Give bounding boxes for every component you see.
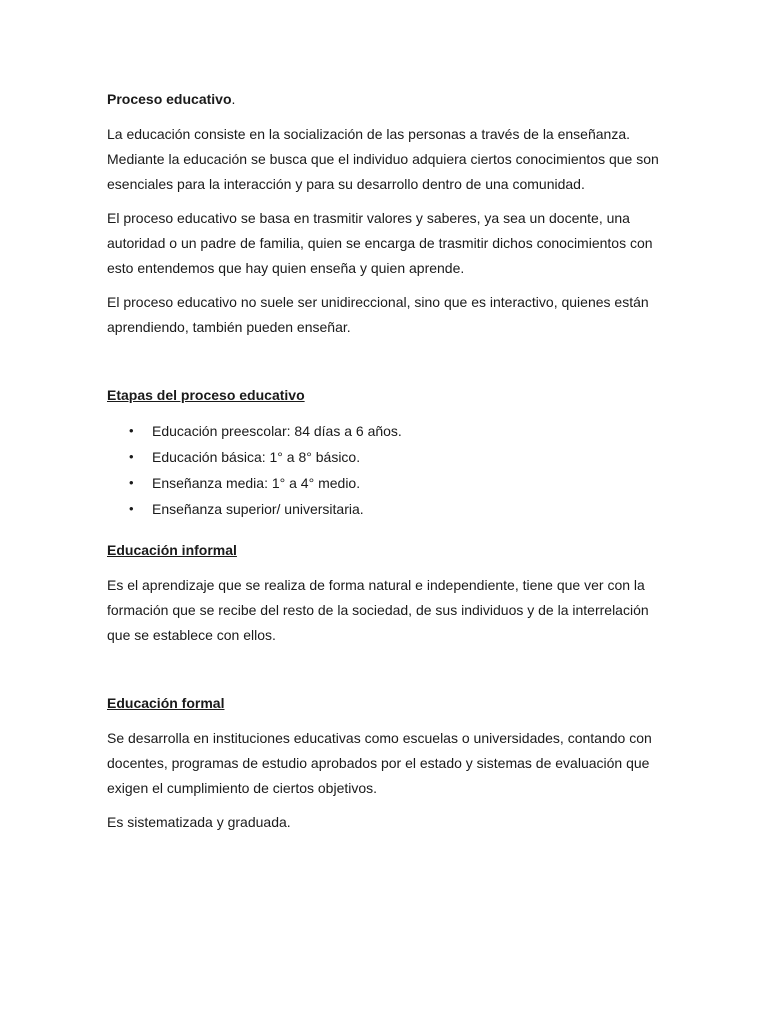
informal-paragraph-1: Es el aprendizaje que se realiza de forma natural e independiente, tiene que ver con la formación que se recibe del resto de la sociedad, de sus individuos y de la interrelación que se establece con ellos. bbox=[107, 577, 649, 643]
formal-paragraph-2: Es sistematizada y graduada. bbox=[107, 814, 291, 830]
document-title-text: Proceso educativo bbox=[107, 91, 232, 107]
formal-heading: Educación formal bbox=[107, 695, 225, 711]
bullet-icon: • bbox=[129, 501, 134, 516]
spacer bbox=[107, 657, 667, 691]
list-item bbox=[107, 444, 667, 470]
list-item bbox=[107, 496, 667, 522]
document-body bbox=[107, 87, 667, 844]
document-title-suffix: . bbox=[231, 91, 236, 107]
intro-paragraph-3: El proceso educativo no suele ser unidireccional, sino que es interactivo, quienes están aprendiendo, también pueden enseñar. bbox=[107, 294, 649, 335]
informal-heading: Educación informal bbox=[107, 542, 237, 558]
intro-paragraph-2: El proceso educativo se basa en trasmitir valores y saberes, ya sea un docente, una autoridad o un padre de familia, quien se encarga de trasmitir dichos conocimientos con esto entendemos que hay quien enseña y quien aprende. bbox=[107, 210, 653, 276]
list-item bbox=[107, 418, 667, 444]
spacer bbox=[107, 349, 667, 383]
document-title bbox=[107, 87, 667, 112]
list-item-text: Enseñanza media: 1° a 4° medio. bbox=[152, 475, 361, 491]
list-item-text: Educación preescolar: 84 días a 6 años. bbox=[152, 423, 402, 439]
list-item-text: Enseñanza superior/ universitaria. bbox=[152, 501, 364, 517]
intro-paragraph-1: La educación consiste en la socialización de las personas a través de la enseñanza. Mediante la educación se busca que el individuo adquiera ciertos conocimientos que son esenciales para la interacción y para su desarrollo dentro de una comunidad. bbox=[107, 126, 659, 192]
stages-list bbox=[107, 418, 667, 522]
list-item bbox=[107, 470, 667, 496]
stages-heading: Etapas del proceso educativo bbox=[107, 387, 305, 403]
bullet-icon: • bbox=[129, 423, 134, 438]
list-item-text: Educación básica: 1° a 8° básico. bbox=[152, 449, 361, 465]
formal-paragraph-1: Se desarrolla en instituciones educativas como escuelas o universidades, contando con docentes, programas de estudio aprobados por el estado y sistemas de evaluación que exigen el cumplimiento de ciertos objetivos. bbox=[107, 730, 652, 796]
bullet-icon: • bbox=[129, 449, 134, 464]
bullet-icon: • bbox=[129, 475, 134, 490]
